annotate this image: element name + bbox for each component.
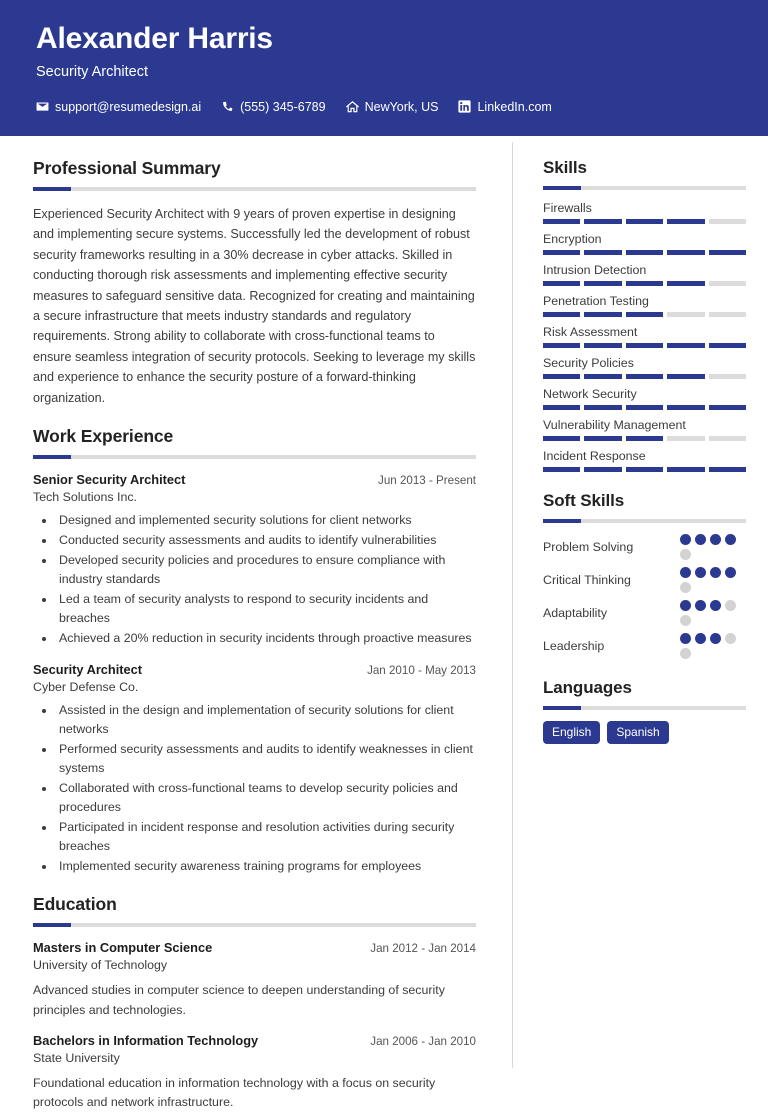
rating-dot: [680, 648, 691, 659]
skill-name: Penetration Testing: [543, 294, 649, 308]
skill-segment: [543, 312, 580, 317]
language-pill: English: [543, 721, 600, 744]
skill-segment: [543, 374, 580, 379]
soft-skill-row: [543, 600, 746, 626]
list-item: • Developed security policies and procedures to ensure compliance with industry standards: [56, 551, 476, 589]
skill-row: [543, 201, 746, 224]
skill-segment: [626, 219, 663, 224]
contact-email-text: support@resumedesign.ai: [55, 99, 202, 114]
soft-skill-row: [543, 633, 746, 659]
skill-segment: [667, 219, 704, 224]
skill-name: Intrusion Detection: [543, 263, 647, 277]
section-rule: [543, 519, 746, 523]
contact-location-text: NewYork, US: [364, 99, 439, 114]
skill-level-bar: [543, 219, 746, 224]
rating-dot: [725, 567, 736, 578]
main-column: [0, 136, 512, 1110]
entry-job-title: Security Architect: [33, 661, 143, 677]
skill-segment: [584, 343, 621, 348]
skill-name: Network Security: [543, 387, 637, 401]
list-item: • Conducted security assessments and audits to identify vulnerabilities: [56, 531, 476, 550]
entry-date: Jan 2010 - May 2013: [367, 663, 476, 677]
soft-skill-name: Problem Solving: [543, 540, 634, 554]
skill-segment: [543, 467, 580, 472]
skill-name: Firewalls: [543, 201, 592, 215]
entry-bullets: [33, 701, 476, 877]
skill-segment: [584, 436, 621, 441]
experience-entry: [33, 472, 476, 649]
skill-level-bar: [543, 436, 746, 441]
education-entry: [33, 940, 476, 1020]
skill-segment: [667, 467, 704, 472]
soft-skill-name: Critical Thinking: [543, 573, 631, 587]
skill-segment: [626, 405, 663, 410]
skill-segment: [584, 219, 621, 224]
skill-segment: [667, 312, 704, 317]
skill-row: [543, 418, 746, 441]
soft-skill-name: Leadership: [543, 639, 605, 653]
skill-segment: [584, 312, 621, 317]
skill-segment: [584, 374, 621, 379]
skill-segment: [543, 281, 580, 286]
soft-skill-rating: [680, 600, 746, 626]
skill-segment: [709, 405, 746, 410]
email-icon: [36, 100, 49, 113]
skill-segment: [626, 436, 663, 441]
rating-dot: [695, 534, 706, 545]
skill-name: Incident Response: [543, 449, 646, 463]
skill-segment: [584, 467, 621, 472]
rating-dot: [680, 615, 691, 626]
list-item: • Collaborated with cross-functional teams to develop security policies and procedures: [56, 779, 476, 817]
contact-phone-text: (555) 345-6789: [240, 99, 326, 114]
rating-dot: [695, 567, 706, 578]
skill-segment: [543, 219, 580, 224]
skill-segment: [709, 374, 746, 379]
entry-description: Advanced studies in computer science to deepen understanding of security principles and technologies.: [33, 983, 445, 1017]
skill-segment: [709, 343, 746, 348]
skill-name: Security Policies: [543, 356, 634, 370]
soft-skill-rating: [680, 567, 746, 593]
contact-location[interactable]: [346, 100, 439, 114]
education-heading: Education: [33, 894, 117, 915]
entry-header: [33, 940, 476, 955]
languages-list: [543, 721, 746, 744]
contact-row: [36, 100, 732, 114]
skill-name: Encryption: [543, 232, 602, 246]
skill-level-bar: [543, 312, 746, 317]
skill-segment: [667, 374, 704, 379]
skill-segment: [709, 467, 746, 472]
languages-heading: Languages: [543, 678, 632, 697]
skill-segment: [543, 343, 580, 348]
contact-linkedin-text: LinkedIn.com: [477, 99, 552, 114]
skill-segment: [543, 436, 580, 441]
list-item: • Designed and implemented security solutions for client networks: [56, 511, 476, 530]
section-education: [33, 894, 476, 1112]
skills-list: [543, 201, 746, 472]
entry-header: [33, 472, 476, 487]
section-rule: [543, 706, 746, 710]
rating-dot: [695, 600, 706, 611]
soft-skill-rating: [680, 534, 746, 560]
entry-school: State University: [33, 1051, 120, 1066]
page-title: Alexander Harris: [36, 22, 273, 55]
entry-degree: Bachelors in Information Technology: [33, 1033, 259, 1049]
header-job-title: Security Architect: [36, 63, 149, 80]
skill-segment: [667, 343, 704, 348]
list-item: • Implemented security awareness training programs for employees: [56, 857, 476, 876]
skill-segment: [626, 250, 663, 255]
soft-skills-list: [543, 534, 746, 659]
section-rule: [33, 455, 476, 459]
entry-description: Foundational education in information technology with a focus on security protocols and network infrastructure.: [33, 1076, 436, 1110]
soft-skills-heading: Soft Skills: [543, 491, 625, 510]
skill-segment: [543, 405, 580, 410]
resume-header: [0, 0, 768, 136]
rating-dot: [725, 633, 736, 644]
skills-heading: Skills: [543, 158, 587, 177]
soft-skill-name: Adaptability: [543, 606, 608, 620]
skill-segment: [584, 405, 621, 410]
skill-segment: [667, 405, 704, 410]
skill-segment: [709, 219, 746, 224]
section-languages: [543, 678, 746, 744]
phone-icon: [221, 100, 234, 113]
section-soft-skills: [543, 491, 746, 659]
entry-date: Jan 2012 - Jan 2014: [370, 942, 476, 956]
language-pill: Spanish: [607, 721, 668, 744]
skill-segment: [584, 250, 621, 255]
rating-dot: [725, 534, 736, 545]
section-rule: [33, 923, 476, 927]
skill-row: [543, 325, 746, 348]
rating-dot: [725, 600, 736, 611]
skill-segment: [626, 343, 663, 348]
section-professional-summary: [33, 158, 476, 408]
skill-row: [543, 263, 746, 286]
soft-skill-rating: [680, 633, 746, 659]
rating-dot: [680, 549, 691, 560]
home-icon: [346, 100, 359, 113]
entry-date: Jan 2006 - Jan 2010: [370, 1035, 476, 1049]
skill-row: [543, 294, 746, 317]
skill-name: Risk Assessment: [543, 325, 638, 339]
skill-segment: [626, 312, 663, 317]
skill-segment: [626, 374, 663, 379]
section-rule: [543, 186, 746, 190]
contact-linkedin[interactable]: [458, 100, 551, 114]
rating-dot: [710, 633, 721, 644]
summary-heading: Professional Summary: [33, 158, 221, 178]
rating-dot: [710, 567, 721, 578]
entry-header: [33, 662, 476, 677]
entry-date: Jun 2013 - Present: [378, 473, 476, 487]
skill-segment: [709, 436, 746, 441]
section-work-experience: [33, 426, 476, 877]
section-rule: [33, 187, 476, 191]
experience-entry: [33, 662, 476, 877]
skill-segment: [709, 250, 746, 255]
list-item: • Achieved a 20% reduction in security incidents through proactive measures: [56, 629, 476, 648]
skill-segment: [667, 436, 704, 441]
skill-level-bar: [543, 374, 746, 379]
sidebar: [513, 136, 768, 1078]
entry-company: Cyber Defense Co.: [33, 679, 139, 694]
rating-dot: [680, 600, 691, 611]
skill-segment: [709, 281, 746, 286]
rating-dot: [680, 567, 691, 578]
rating-dot: [680, 582, 691, 593]
list-item: • Participated in incident response and resolution activities during security breaches: [56, 818, 476, 856]
skill-segment: [667, 281, 704, 286]
entry-header: [33, 1033, 476, 1048]
skill-segment: [626, 467, 663, 472]
experience-heading: Work Experience: [33, 425, 174, 446]
entry-bullets: [33, 511, 476, 649]
entry-job-title: Senior Security Architect: [33, 471, 186, 487]
entry-degree: Masters in Computer Science: [33, 940, 213, 956]
soft-skill-row: [543, 567, 746, 593]
skill-segment: [667, 250, 704, 255]
skill-row: [543, 356, 746, 379]
skill-segment: [709, 312, 746, 317]
skill-segment: [543, 250, 580, 255]
skill-level-bar: [543, 467, 746, 472]
education-entry: [33, 1033, 476, 1113]
skill-level-bar: [543, 405, 746, 410]
linkedin-icon: [458, 100, 471, 113]
soft-skill-row: [543, 534, 746, 560]
skill-level-bar: [543, 250, 746, 255]
resume-body: [0, 136, 768, 1110]
skill-row: [543, 449, 746, 472]
contact-phone[interactable]: [221, 100, 325, 114]
skill-segment: [626, 281, 663, 286]
rating-dot: [710, 600, 721, 611]
summary-text: Experienced Security Architect with 9 years of proven expertise in designing and implementing secure systems. Successfully led the development of robust security frameworks resulting in a 30% decrease in cyber attacks. Skilled in conducting thorough risk assessments and implementing effective security measures to safeguard sensitive data. Recognized for creating and maintaining a secure infrastructure that meets industry standards and regulatory requirements. Strong ability to collaborate with cross-functional teams to ensure seamless integration of security protocols. Seeking to leverage my skills and experience to enhance the security posture of a forward-thinking organization.: [33, 207, 476, 405]
skill-level-bar: [543, 281, 746, 286]
skill-row: [543, 232, 746, 255]
rating-dot: [680, 534, 691, 545]
rating-dot: [695, 633, 706, 644]
skill-segment: [584, 281, 621, 286]
section-skills: [543, 158, 746, 472]
rating-dot: [710, 534, 721, 545]
list-item: • Assisted in the design and implementation of security solutions for client networks: [56, 701, 476, 739]
skill-row: [543, 387, 746, 410]
list-item: • Performed security assessments and audits to identify weaknesses in client systems: [56, 740, 476, 778]
entry-school: University of Technology: [33, 958, 168, 973]
rating-dot: [680, 633, 691, 644]
contact-email[interactable]: [36, 100, 201, 114]
skill-name: Vulnerability Management: [543, 418, 686, 432]
entry-company: Tech Solutions Inc.: [33, 489, 138, 504]
list-item: • Led a team of security analysts to respond to security incidents and breaches: [56, 590, 476, 628]
skill-level-bar: [543, 343, 746, 348]
